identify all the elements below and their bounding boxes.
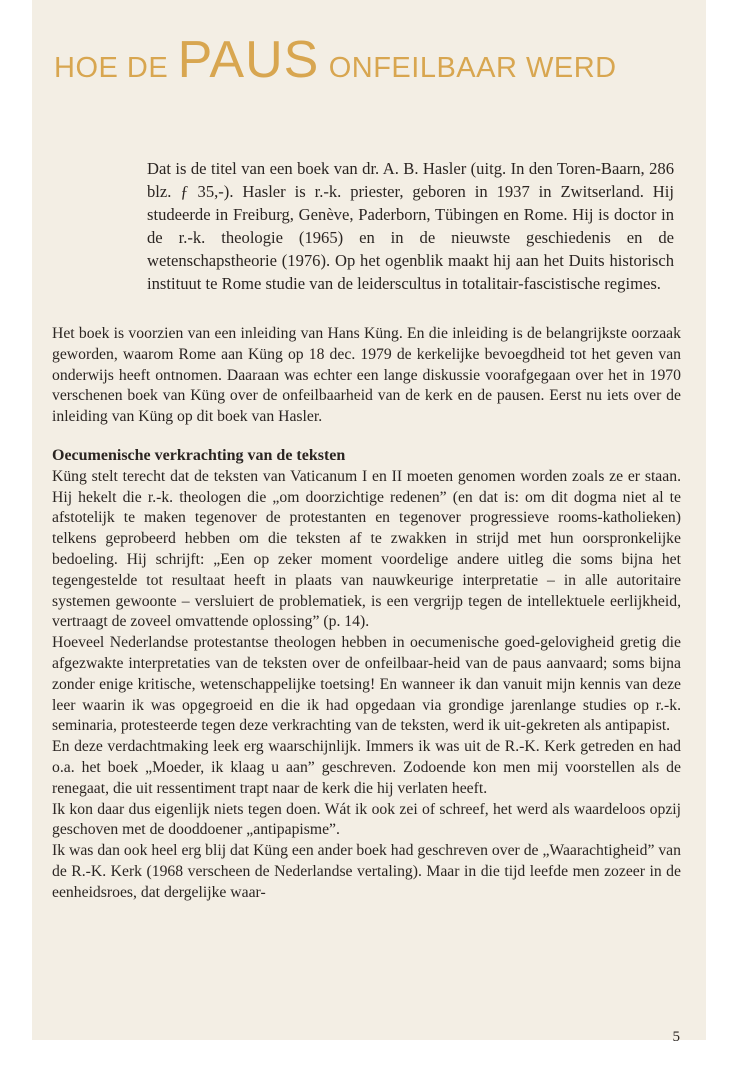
title-part-3: ONFEILBAAR WERD bbox=[328, 52, 617, 84]
book-page bbox=[32, 0, 706, 1045]
paragraph-2: Küng stelt terecht dat de teksten van Vaticanum I en II moeten genomen worden zoals ze er staan. Hij hekelt die r.-k. theologen die „om doorzichtige redenen” (en dat is: om dit dogma niet al te afstotelijk te maken tegenover de protestanten en tegenover progressieve rooms-katholieken) telkens geprobeerd hebben om die teksten af te zwakken in strijd met hun oorspronkelijke bedoeling. Hij schrijft: „Een op zeker moment voordelige andere uitleg die soms bijna het tegengestelde tot resultaat heeft in plaats van nauwkeurige interpretatie – in alle autoritaire systemen gewoonte – versluiert de problematiek, is een vergrijp tegen de intellektuele eerlijkheid, vertraagt de zoveel omvattende oplossing” (p. 14). bbox=[52, 467, 681, 631]
intro-paragraph: Dat is de titel van een boek van dr. A. B. Hasler (uitg. In den Toren-Baarn, 286 blz. ƒ 35,-). Hasler is r.-k. priester, geboren in 1937 in Zwitserland. Hij studeerde in Freiburg, Genève, Paderborn, Tübingen en Rome. Hij is doctor in de r.-k. theologie (1965) en in de nieuwste geschiedenis en de wetenschapstheorie (1976). Op het ogenblik maakt hij aan het Duits historisch instituut te Rome studie van de leiderscultus in totalitair-fascistische regimes. bbox=[147, 159, 674, 293]
page-title bbox=[54, 30, 617, 90]
article-body bbox=[52, 324, 681, 904]
page-number: 5 bbox=[672, 1029, 680, 1045]
title-part-2: PAUS bbox=[177, 31, 320, 89]
paragraph-5: Ik kon daar dus eigenlijk niets tegen doen. Wát ik ook zei of schreef, het werd als waardeloos opzij geschoven met de dooddoener „antipapisme”. bbox=[52, 800, 681, 839]
title-part-1: HOE DE bbox=[54, 52, 169, 84]
section-heading: Oecumenische verkrachting van de teksten bbox=[52, 446, 346, 464]
paragraph-3: Hoeveel Nederlandse protestantse theologen hebben in oecumenische goed-gelovigheid gretig die afgezwakte interpretaties van de teksten over de onfeilbaar-heid van de paus aanvaard; soms bijna zonder enige kritische, wetenschappelijke toetsing! En wanneer ik dan vanuit mijn kennis van deze leer waarin ik was opgegroeid en die ik had opgedaan via grondige jarenlange studies op r.-k. seminaria, protesteerde tegen deze verkrachting van de teksten, werd ik uit-gekreten als antipapist. bbox=[52, 634, 681, 735]
paragraph-6: Ik was dan ook heel erg blij dat Küng een ander boek had geschreven over de „Waarachtigheid” van de R.-K. Kerk (1968 verscheen de Nederlandse vertaling). Maar in die tijd leefde men zozeer in de eenheidsroes, dat dergelijke waar- bbox=[52, 842, 681, 901]
paragraph-4: En deze verdachtmaking leek erg waarschijnlijk. Immers ik was uit de R.-K. Kerk getreden en had o.a. het boek „Moeder, ik klaag u aan” geschreven. Zodoende kon men mij voorstellen als de renegaat, die uit ressentiment trapt naar de kerk die hij verlaten heeft. bbox=[52, 738, 681, 797]
paragraph-1: Het boek is voorzien van een inleiding van Hans Küng. En die inleiding is de belangrijkste oorzaak geworden, waarom Rome aan Küng op 18 dec. 1979 de kerkelijke bevoegdheid tot het geven van onderwijs heeft ontnomen. Daaraan was echter een lange diskussie voorafgegaan over het in 1970 verschenen boek van Küng over de onfeilbaarheid van de kerk en de pausen. Eerst nu iets over de inleiding van Küng op dit boek van Hasler. bbox=[52, 325, 681, 426]
